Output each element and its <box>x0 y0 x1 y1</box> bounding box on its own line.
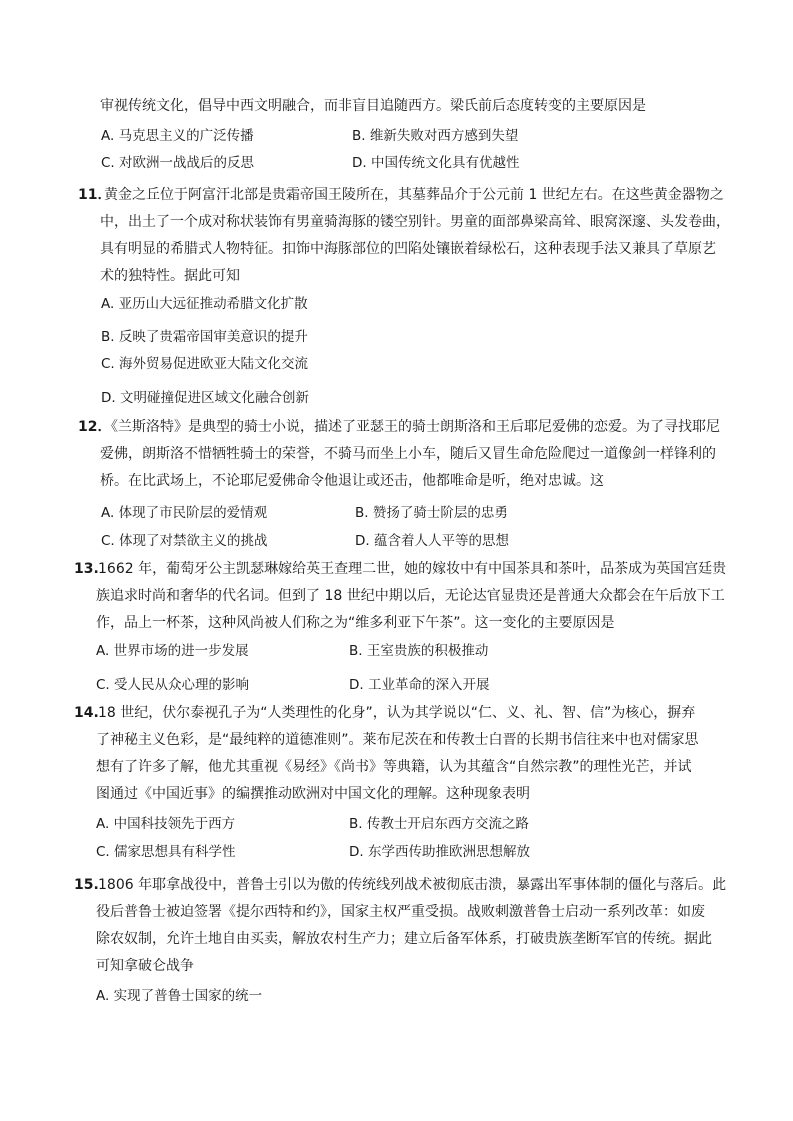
q13-stem-line-2: 族追求时尚和奢华的代名词。但到了 18 世纪中期以后，无论达官显贵还是普通大众都会在午后放下工 <box>96 588 725 604</box>
q14-option-d: D. 东学西传助推欧洲思想解放 <box>349 844 530 860</box>
q14-stem-line-4: 图通过《中国近事》的编撰推动欧洲对中国文化的理解。这种现象表明 <box>96 786 530 802</box>
q10-option-d: D. 中国传统文化具有优越性 <box>352 155 520 171</box>
q14-stem-line-3: 想有了许多了解，他尤其重视《易经》《尚书》等典籍，认为其蕴含“自然宗教”的理性光芒，并试 <box>96 759 692 775</box>
q15-stem-line-4: 可知拿破仑战争 <box>96 958 194 974</box>
q12-option-a: A. 体现了市民阶层的爱情观 <box>101 505 268 521</box>
q12-number: 12． <box>78 419 112 435</box>
q12-stem-line-3: 桥。在比武场上，不论耶尼爱佛命令他退让或还击，他都唯命是听，绝对忠诚。这 <box>100 473 604 489</box>
q11-option-d: D. 文明碰撞促进区域文化融合创新 <box>101 390 309 406</box>
q12-option-b: B. 赞扬了骑士阶层的忠勇 <box>355 505 508 521</box>
q11-stem-line-1: 黄金之丘位于阿富汗北部是贵霜帝国王陵所在，其墓葬品介于公元前 1 世纪左右。在这些黄金器物之 <box>104 187 724 203</box>
q13-option-a: A. 世界市场的进一步发展 <box>96 643 249 659</box>
q15-number: 15. <box>74 877 99 893</box>
q11-stem-line-3: 具有明显的希腊式人物特征。扣饰中海豚部位的凹陷处镶嵌着绿松石，这种表现手法又兼具了草原艺 <box>100 241 716 257</box>
q12-option-d: D. 蕴含着人人平等的思想 <box>355 533 509 549</box>
q15-stem-line-3: 除农奴制，允许土地自由买卖，解放农村生产力；建立后备军体系，打破贵族垄断军官的传统。据此 <box>96 931 712 947</box>
q13-option-b: B. 王室贵族的积极推动 <box>349 643 489 659</box>
q14-option-b: B. 传教士开启东西方交流之路 <box>349 816 529 832</box>
q11-stem-line-4: 术的独特性。据此可知 <box>100 268 240 284</box>
q10-option-b: B. 维新失败对西方感到失望 <box>352 128 519 144</box>
q14-number: 14. <box>74 705 99 721</box>
q10-option-a: A. 马克思主义的广泛传播 <box>101 128 254 144</box>
q13-option-c: C. 受人民从众心理的影响 <box>96 677 250 693</box>
q15-stem-line-2: 役后普鲁士被迫签署《提尔西特和约》，国家主权严重受损。战败刺激普鲁士启动一系列改革：如废 <box>96 904 705 920</box>
q11-option-a: A. 亚历山大远征推动希腊文化扩散 <box>101 296 308 312</box>
q15-stem-line-1: 1806 年耶拿战役中，普鲁士引以为傲的传统线列战术被彻底击溃，暴露出军事体制的僵化与落后。此 <box>98 877 727 893</box>
q14-option-c: C. 儒家思想具有科学性 <box>96 844 236 860</box>
q13-option-d: D. 工业革命的深入开展 <box>349 677 490 693</box>
q10-stem-tail: 审视传统文化，倡导中西文明融合，而非盲目追随西方。梁氏前后态度转变的主要原因是 <box>100 98 646 114</box>
q12-stem-line-2: 爱佛，朗斯洛不惜牺牲骑士的荣誉，不骑马而坐上小车，随后又冒生命危险爬过一道像剑一样锋利的 <box>100 446 716 462</box>
q12-option-c: C. 体现了对禁欲主义的挑战 <box>101 533 268 549</box>
q14-stem-line-1: 18 世纪，伏尔泰视孔子为“人类理性的化身”，认为其学说以“仁、义、礼、智、信”为核心，摒弃 <box>98 705 696 721</box>
q11-stem-line-2: 中，出土了一个成对称状装饰有男童骑海豚的镂空别针。男童的面部鼻梁高耸、眼窝深邃、头发卷曲， <box>100 214 730 230</box>
q11-number: 11． <box>78 187 112 203</box>
q11-option-b: B. 反映了贵霜帝国审美意识的提升 <box>101 329 308 345</box>
q10-option-c: C. 对欧洲一战战后的反思 <box>101 155 255 171</box>
q13-stem-line-1: 1662 年，葡萄牙公主凯瑟琳嫁给英王查理二世，她的嫁妆中有中国茶具和茶叶，品茶成为英国宫廷贵 <box>98 561 727 577</box>
q13-number: 13. <box>74 561 99 577</box>
q11-option-c: C. 海外贸易促进欧亚大陆文化交流 <box>101 356 309 372</box>
q14-option-a: A. 中国科技领先于西方 <box>96 816 236 832</box>
q13-stem-line-3: 作，品上一杯茶，这种风尚被人们称之为“维多利亚下午茶”。这一变化的主要原因是 <box>96 615 615 631</box>
q15-option-a: A. 实现了普鲁士国家的统一 <box>96 988 263 1004</box>
q14-stem-line-2: 了神秘主义色彩，是“最纯粹的道德准则”。莱布尼茨在和传教士白晋的长期书信往来中也对儒家思 <box>96 732 699 748</box>
q12-stem-line-1: 《兰斯洛特》是典型的骑士小说，描述了亚瑟王的骑士朗斯洛和王后耶尼爱佛的恋爱。为了寻找耶尼 <box>104 419 720 435</box>
